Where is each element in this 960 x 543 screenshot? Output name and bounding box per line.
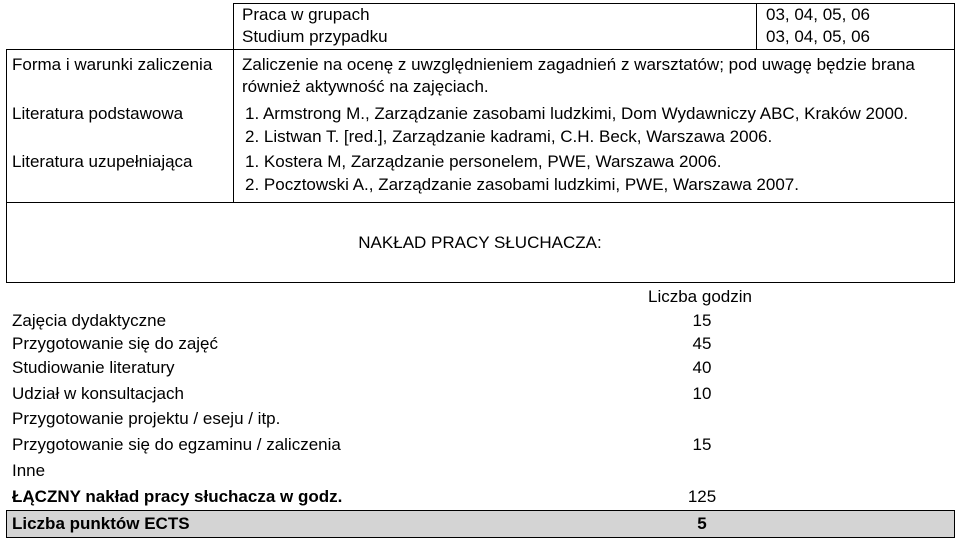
border-line (233, 3, 955, 4)
activity-label: Inne (12, 461, 46, 480)
basic-literature-label: Literatura podstawowa (12, 104, 184, 123)
assessment-text: Zaliczenie na ocenę z uwzględnieniem zagadnień z warsztatów; pod uwagę będzie brana (242, 55, 915, 74)
border-line (6, 510, 955, 511)
workload-title: NAKŁAD PRACY SŁUCHACZA: (358, 233, 602, 252)
border-line (233, 3, 234, 203)
border-line (6, 49, 234, 50)
border-line (954, 3, 955, 203)
method-codes: 03, 04, 05, 06 (766, 5, 870, 24)
border-line (233, 49, 955, 50)
ects-label: Liczba punktów ECTS (12, 514, 190, 533)
border-line (954, 510, 955, 538)
activity-label: Przygotowanie się do zajęć (12, 334, 219, 353)
border-line (6, 510, 7, 538)
activity-label: Przygotowanie projektu / eseju / itp. (12, 409, 281, 428)
activity-label: Udział w konsultacjach (12, 384, 184, 403)
activity-hours: 15 (692, 435, 712, 454)
activity-hours: 45 (692, 334, 712, 353)
method-name: Praca w grupach (242, 5, 370, 24)
border-line (6, 202, 955, 203)
activity-label: Studiowanie literatury (12, 358, 175, 377)
literature-item: 1. Armstrong M., Zarządzanie zasobami ludzkimi, Dom Wydawniczy ABC, Kraków 2000. (245, 104, 909, 123)
literature-item: 2. Listwan T. [red.], Zarządzanie kadrami, C.H. Beck, Warszawa 2006. (245, 127, 773, 146)
method-codes: 03, 04, 05, 06 (766, 27, 870, 46)
method-name: Studium przypadku (242, 27, 388, 46)
border-line (6, 537, 955, 538)
activity-label: Przygotowanie się do egzaminu / zaliczenia (12, 435, 341, 454)
border-line (756, 3, 757, 49)
total-hours: 125 (687, 487, 717, 506)
hours-column-header: Liczba godzin (648, 287, 752, 306)
literature-item: 1. Kostera M, Zarządzanie personelem, PWE, Warszawa 2006. (245, 152, 722, 171)
activity-hours: 15 (692, 311, 712, 330)
literature-item: 2. Pocztowski A., Zarządzanie zasobami ludzkimi, PWE, Warszawa 2007. (245, 175, 799, 194)
total-label: ŁĄCZNY nakład pracy słuchacza w godz. (12, 487, 343, 506)
assessment-label: Forma i warunki zaliczenia (12, 55, 213, 74)
border-line (6, 49, 7, 203)
ects-value: 5 (697, 514, 707, 533)
activity-label: Zajęcia dydaktyczne (12, 311, 167, 330)
activity-hours: 10 (692, 384, 712, 403)
border-line (6, 282, 955, 283)
supplementary-literature-label: Literatura uzupełniająca (12, 152, 193, 171)
assessment-text: również aktywność na zajęciach. (242, 77, 489, 96)
activity-hours: 40 (692, 358, 712, 377)
